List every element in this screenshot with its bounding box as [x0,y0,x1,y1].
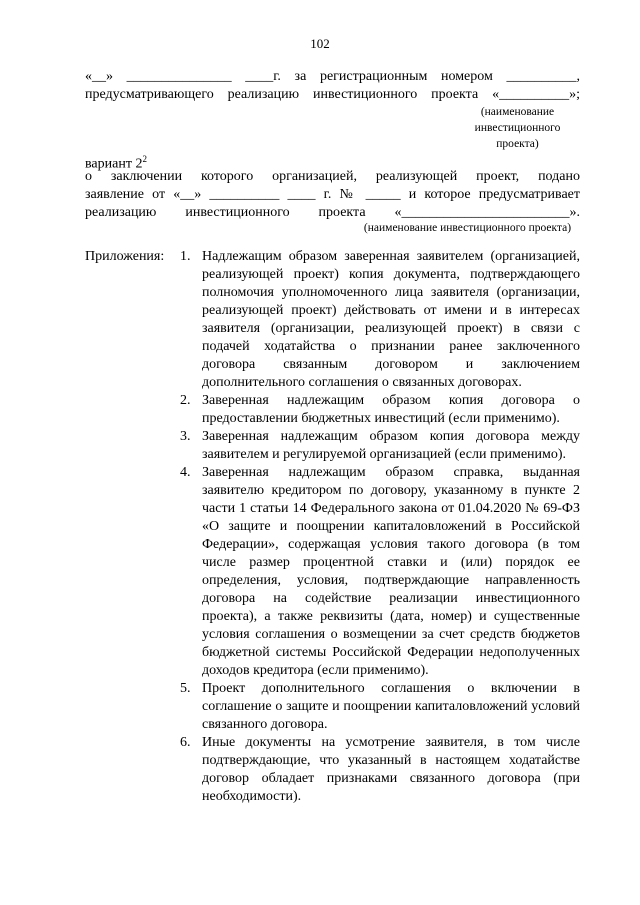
note-line: (наименование [480,106,555,118]
attachment-item [180,680,580,734]
note-project-name-2: (наименование инвестиционного проекта) [363,222,572,234]
item-number: 2. [180,393,191,408]
variant-line-3: реализацию инвестиционного проекта «________________________». [85,205,580,220]
item-text: Заверенная надлежащим образом копия договора о предоставлении бюджетных инвестиций (если применимо). [202,393,580,426]
note-line: инвестиционного [474,122,561,134]
attachments-label: Приложения: [85,249,165,264]
item-text: Заверенная надлежащим образом справка, выданная заявителю кредитором по договору, указанному в пункте 2 части 1 статьи 14 Федерального закона от 01.04.2020 № 69-ФЗ «О защите и поощрении капиталовложений в Российской Федерации», содержащая условия такого договора (в том числе размер процентной ставки и (или) порядок ее определения, условия, подтверждающие направленность договора на содействие реализации инвестиционного проекта), а также реквизиты (дата, номер) и существенные условия соглашения о возмещении за счет средств бюджетов бюджетной системы Российской Федерации недополученных доходов кредитора (если применимо). [202,465,580,678]
variant-line-2: заявление от «__» __________ ____ г. № _____ и которое предусматривает [85,187,580,202]
variant-label: вариант 2 [85,156,143,172]
header-line-2: предусматривающего реализацию инвестиционного проекта «__________»; [85,87,580,102]
item-number: 3. [180,429,191,444]
item-text: Проект дополнительного соглашения о включении в соглашение о защите и поощрении капиталовложений условий связанного договора. [202,681,580,732]
item-text: Иные документы на усмотрение заявителя, в том числе подтверждающие, что указанный в настоящем ходатайстве договор обладает признаками связанного договора (при необходимости). [202,735,580,804]
attachment-item [180,248,580,392]
item-number: 6. [180,735,191,750]
variant-line-1: о заключении которого организацией, реализующей проект, подано [85,169,580,184]
item-text: Надлежащим образом заверенная заявителем (организацией, реализующей проект) копия документа, подтверждающего полномочия уполномоченного лица заявителя (организации, реализующей проект) действовать от имени и в интересах заявителя (организации, реализующей проект) в связи с подачей ходатайства о признании ранее заключенного договора связанным договором и заключением дополнительного соглашения о связанных договорах. [202,249,580,390]
item-number: 5. [180,681,191,696]
attachments-list [180,248,580,806]
attachment-item [180,392,580,428]
item-number: 4. [180,465,191,480]
attachment-item [180,428,580,464]
item-text: Заверенная надлежащим образом копия договора между заявителем и регулируемой организацией (если применимо). [202,429,580,462]
header-line-1: «__» _______________ ____г. за регистрационным номером __________, [85,69,580,84]
note-line: проекта) [496,138,539,150]
variant-footnote-ref: 2 [142,154,147,164]
attachment-item [180,464,580,680]
note-project-name [455,104,580,152]
attachment-item [180,734,580,806]
page-number: 102 [310,36,330,51]
item-number: 1. [180,249,191,264]
